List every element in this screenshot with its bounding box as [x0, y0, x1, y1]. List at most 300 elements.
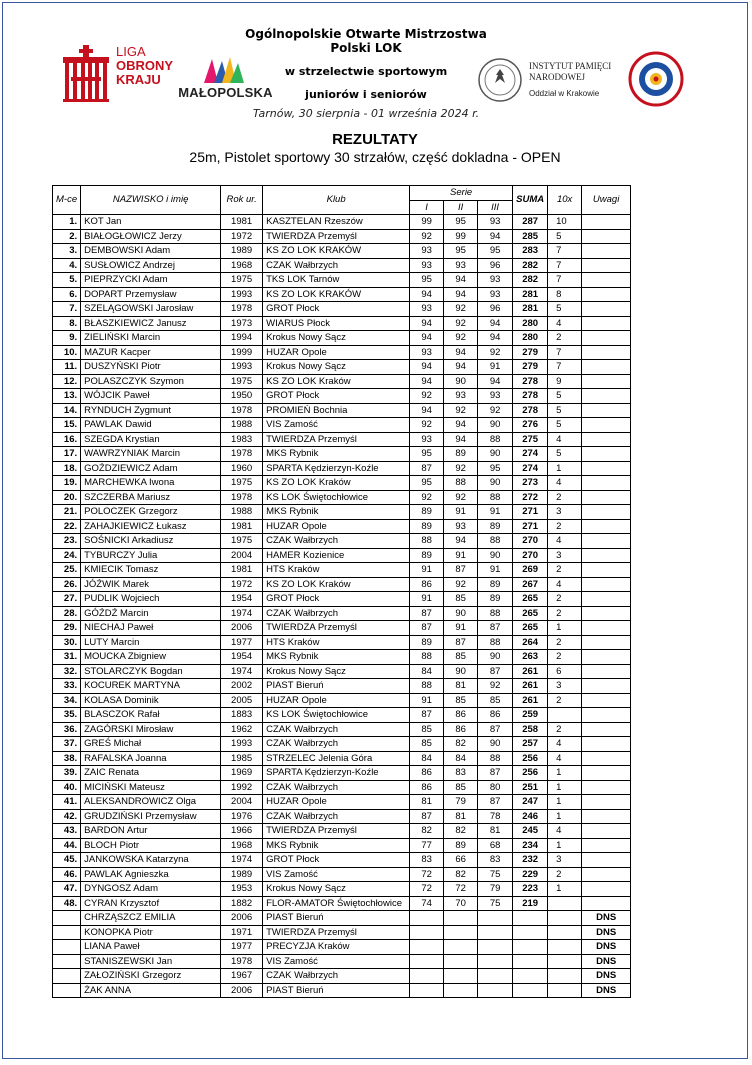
- cell-s2: 87: [444, 563, 478, 578]
- cell-tens: 1: [548, 780, 582, 795]
- cell-sum: 278: [513, 374, 548, 389]
- results-subtitle: 25m, Pistolet sportowy 30 strzałów, część dokladna - OPEN: [189, 149, 561, 165]
- cell-club: MKS Rybnik: [263, 838, 410, 853]
- cell-sum: [513, 911, 548, 926]
- cell-tens: 4: [548, 577, 582, 592]
- cell-sum: 274: [513, 461, 548, 476]
- cell-name: CHRZĄSZCZ EMILIA: [81, 911, 221, 926]
- cell-s3: 91: [478, 563, 513, 578]
- title-line3: juniorów i seniorów: [305, 88, 427, 101]
- cell-place: [53, 925, 81, 940]
- tks-target-icon: [621, 51, 691, 107]
- cell-s2: 94: [444, 360, 478, 375]
- cell-club: PIAST Bieruń: [263, 983, 410, 998]
- cell-note: [582, 664, 631, 679]
- cell-sum: 272: [513, 490, 548, 505]
- results-title: REZULTATY: [332, 131, 418, 148]
- cell-s1: 93: [410, 432, 444, 447]
- cell-club: CZAK Wałbrzych: [263, 258, 410, 273]
- cell-name: KOCUREK MARTYNA: [81, 679, 221, 694]
- cell-note: DNS: [582, 911, 631, 926]
- cell-place: 30.: [53, 635, 81, 650]
- cell-s1: 95: [410, 273, 444, 288]
- cell-s2: 81: [444, 679, 478, 694]
- cell-s1: 86: [410, 577, 444, 592]
- cell-place: 40.: [53, 780, 81, 795]
- cell-name: TYBURCZY Julia: [81, 548, 221, 563]
- cell-year: 1973: [221, 316, 263, 331]
- cell-s1: 92: [410, 418, 444, 433]
- cell-s3: 79: [478, 882, 513, 897]
- cell-s2: 83: [444, 766, 478, 781]
- cell-year: 1953: [221, 882, 263, 897]
- cell-s1: 94: [410, 403, 444, 418]
- cell-sum: 287: [513, 215, 548, 230]
- cell-s3: 88: [478, 635, 513, 650]
- cell-s3: 93: [478, 215, 513, 230]
- cell-year: 1954: [221, 650, 263, 665]
- cell-year: 1968: [221, 258, 263, 273]
- cell-place: 12.: [53, 374, 81, 389]
- cell-s2: 92: [444, 461, 478, 476]
- cell-name: ZIELIŃSKI Marcin: [81, 331, 221, 346]
- cell-note: DNS: [582, 925, 631, 940]
- cell-s2: 85: [444, 650, 478, 665]
- cell-club: PROMIEŃ Bochnia: [263, 403, 410, 418]
- cell-name: ŻAK ANNA: [81, 983, 221, 998]
- cell-s3: 90: [478, 418, 513, 433]
- cell-year: 1954: [221, 592, 263, 607]
- cell-sum: [513, 983, 548, 998]
- cell-sum: 280: [513, 331, 548, 346]
- cell-sum: 279: [513, 360, 548, 375]
- cell-s2: 85: [444, 592, 478, 607]
- cell-s1: 89: [410, 548, 444, 563]
- header: [3, 3, 747, 118]
- cell-s2: 91: [444, 505, 478, 520]
- cell-tens: 7: [548, 345, 582, 360]
- cell-s3: 88: [478, 751, 513, 766]
- cell-club: PIAST Bieruń: [263, 911, 410, 926]
- table-row: [53, 722, 631, 737]
- cell-note: [582, 244, 631, 259]
- cell-place: 6.: [53, 287, 81, 302]
- cell-year: 1969: [221, 766, 263, 781]
- cell-s3: 96: [478, 258, 513, 273]
- cell-year: 1967: [221, 969, 263, 984]
- table-row: [53, 940, 631, 955]
- cell-sum: 280: [513, 316, 548, 331]
- cell-s3: 88: [478, 490, 513, 505]
- cell-tens: 1: [548, 621, 582, 636]
- cell-sum: 282: [513, 273, 548, 288]
- cell-note: [582, 302, 631, 317]
- cell-s3: 83: [478, 853, 513, 868]
- cell-year: 2005: [221, 693, 263, 708]
- cell-club: HUZAR Opole: [263, 345, 410, 360]
- cell-s3: 92: [478, 403, 513, 418]
- cell-s2: 82: [444, 867, 478, 882]
- cell-club: SPARTA Kędzierzyn-Koźle: [263, 461, 410, 476]
- cell-club: VIS Zamość: [263, 418, 410, 433]
- table-row: [53, 505, 631, 520]
- col-year: Rok ur.: [221, 186, 263, 215]
- cell-club: SPARTA Kędzierzyn-Koźle: [263, 766, 410, 781]
- table-row: [53, 302, 631, 317]
- cell-place: 27.: [53, 592, 81, 607]
- col-s1: I: [410, 200, 444, 215]
- cell-place: 26.: [53, 577, 81, 592]
- cell-s3: 91: [478, 360, 513, 375]
- cell-tens: 4: [548, 476, 582, 491]
- cell-tens: 2: [548, 722, 582, 737]
- cell-name: SUSŁOWICZ Andrzej: [81, 258, 221, 273]
- cell-s2: 92: [444, 577, 478, 592]
- cell-place: 36.: [53, 722, 81, 737]
- cell-s1: 87: [410, 621, 444, 636]
- cell-s3: [478, 969, 513, 984]
- table-row: [53, 983, 631, 998]
- cell-note: [582, 577, 631, 592]
- cell-s2: 93: [444, 389, 478, 404]
- cell-year: 2006: [221, 983, 263, 998]
- cell-s1: [410, 940, 444, 955]
- cell-sum: 274: [513, 447, 548, 462]
- cell-tens: 5: [548, 302, 582, 317]
- cell-place: 44.: [53, 838, 81, 853]
- cell-tens: 5: [548, 418, 582, 433]
- cell-note: [582, 548, 631, 563]
- cell-name: DUSZYŃSKI Piotr: [81, 360, 221, 375]
- cell-year: 1978: [221, 490, 263, 505]
- cell-place: 48.: [53, 896, 81, 911]
- cell-s2: 82: [444, 737, 478, 752]
- cell-year: 1989: [221, 244, 263, 259]
- cell-club: GROT Płock: [263, 302, 410, 317]
- cell-club: KS LOK Świętochłowice: [263, 708, 410, 723]
- cell-name: PAWLAK Dawid: [81, 418, 221, 433]
- table-row: [53, 664, 631, 679]
- cell-s3: 87: [478, 766, 513, 781]
- liga-line3: KRAJU: [116, 72, 161, 87]
- cell-s1: 95: [410, 476, 444, 491]
- cell-sum: [513, 954, 548, 969]
- cell-club: HAMER Kozienice: [263, 548, 410, 563]
- cell-club: Krokus Nowy Sącz: [263, 331, 410, 346]
- cell-note: [582, 838, 631, 853]
- cell-s2: [444, 954, 478, 969]
- cell-tens: 2: [548, 635, 582, 650]
- cell-tens: 2: [548, 650, 582, 665]
- cell-club: KS ZO LOK KRAKÓW: [263, 287, 410, 302]
- liga-line2: OBRONY: [116, 58, 174, 73]
- cell-s2: 95: [444, 244, 478, 259]
- table-row: [53, 795, 631, 810]
- cell-s1: [410, 983, 444, 998]
- cell-name: MAZUR Kacper: [81, 345, 221, 360]
- cell-name: DYNGOSZ Adam: [81, 882, 221, 897]
- cell-s1: 91: [410, 563, 444, 578]
- table-row: [53, 838, 631, 853]
- table-row: [53, 490, 631, 505]
- cell-club: KS LOK Świętochłowice: [263, 490, 410, 505]
- cell-s1: 72: [410, 882, 444, 897]
- cell-place: 1.: [53, 215, 81, 230]
- table-row: [53, 606, 631, 621]
- cell-club: TWIERDZA Przemyśl: [263, 621, 410, 636]
- cell-year: 2006: [221, 621, 263, 636]
- cell-club: CZAK Wałbrzych: [263, 722, 410, 737]
- table-row: [53, 766, 631, 781]
- cell-s3: 78: [478, 809, 513, 824]
- cell-s1: 94: [410, 287, 444, 302]
- cell-s1: 87: [410, 708, 444, 723]
- cell-name: ZAIC Renata: [81, 766, 221, 781]
- cell-sum: 270: [513, 548, 548, 563]
- cell-place: 10.: [53, 345, 81, 360]
- cell-year: 1977: [221, 940, 263, 955]
- cell-tens: 2: [548, 490, 582, 505]
- cell-sum: 251: [513, 780, 548, 795]
- cell-s3: 90: [478, 650, 513, 665]
- cell-tens: [548, 969, 582, 984]
- cell-s3: 92: [478, 679, 513, 694]
- cell-place: 31.: [53, 650, 81, 665]
- cell-club: CZAK Wałbrzych: [263, 809, 410, 824]
- malopolska-text: MAŁOPOLSKA: [178, 85, 273, 100]
- table-row: [53, 389, 631, 404]
- cell-s3: 68: [478, 838, 513, 853]
- ipn-line2: NARODOWEJ: [529, 72, 585, 82]
- liga-line1: LIGA: [116, 44, 146, 59]
- cell-s1: 88: [410, 534, 444, 549]
- table-row: [53, 345, 631, 360]
- cell-s1: 92: [410, 389, 444, 404]
- cell-sum: 229: [513, 867, 548, 882]
- cell-sum: 276: [513, 418, 548, 433]
- table-row: [53, 679, 631, 694]
- cell-club: TWIERDZA Przemyśl: [263, 229, 410, 244]
- cell-s1: [410, 911, 444, 926]
- table-row: [53, 461, 631, 476]
- cell-s1: 84: [410, 751, 444, 766]
- table-row: [53, 432, 631, 447]
- cell-year: 1974: [221, 606, 263, 621]
- table-row: [53, 650, 631, 665]
- ipn-line1: INSTYTUT PAMIĘCI: [529, 61, 612, 71]
- cell-s3: 96: [478, 302, 513, 317]
- cell-year: 2006: [221, 911, 263, 926]
- cell-tens: [548, 708, 582, 723]
- cell-note: [582, 215, 631, 230]
- cell-name: NIECHAJ Paweł: [81, 621, 221, 636]
- cell-name: LUTY Marcin: [81, 635, 221, 650]
- cell-note: [582, 867, 631, 882]
- cell-note: [582, 418, 631, 433]
- cell-note: [582, 345, 631, 360]
- cell-note: [582, 519, 631, 534]
- cell-s3: [478, 983, 513, 998]
- cell-s2: [444, 983, 478, 998]
- cell-sum: 271: [513, 519, 548, 534]
- cell-s3: 94: [478, 331, 513, 346]
- cell-tens: [548, 911, 582, 926]
- cell-year: 1975: [221, 476, 263, 491]
- cell-s1: 92: [410, 229, 444, 244]
- cell-year: 1974: [221, 664, 263, 679]
- cell-s1: 93: [410, 302, 444, 317]
- cell-sum: 265: [513, 592, 548, 607]
- cell-place: 4.: [53, 258, 81, 273]
- cell-note: [582, 360, 631, 375]
- results-table: [52, 185, 631, 998]
- table-row: [53, 853, 631, 868]
- cell-s1: 85: [410, 722, 444, 737]
- cell-s1: 87: [410, 809, 444, 824]
- cell-club: CZAK Wałbrzych: [263, 780, 410, 795]
- cell-tens: 1: [548, 838, 582, 853]
- cell-sum: 247: [513, 795, 548, 810]
- cell-s3: 91: [478, 505, 513, 520]
- cell-s2: 90: [444, 664, 478, 679]
- cell-club: GROT Płock: [263, 389, 410, 404]
- cell-s2: 94: [444, 534, 478, 549]
- cell-tens: 3: [548, 548, 582, 563]
- cell-tens: 2: [548, 331, 582, 346]
- cell-club: Krokus Nowy Sącz: [263, 360, 410, 375]
- cell-club: VIS Zamość: [263, 954, 410, 969]
- table-row: [53, 287, 631, 302]
- cell-sum: 223: [513, 882, 548, 897]
- cell-note: [582, 780, 631, 795]
- cell-sum: 259: [513, 708, 548, 723]
- col-club: Klub: [263, 186, 410, 215]
- cell-sum: 256: [513, 766, 548, 781]
- cell-note: [582, 621, 631, 636]
- cell-note: [582, 534, 631, 549]
- cell-name: MICIŃSKI Mateusz: [81, 780, 221, 795]
- cell-s1: 99: [410, 215, 444, 230]
- cell-club: MKS Rybnik: [263, 447, 410, 462]
- cell-sum: 245: [513, 824, 548, 839]
- cell-sum: 232: [513, 853, 548, 868]
- cell-note: [582, 389, 631, 404]
- cell-name: STOLARCZYK Bogdan: [81, 664, 221, 679]
- cell-s2: 94: [444, 287, 478, 302]
- cell-year: 1882: [221, 896, 263, 911]
- cell-year: 1962: [221, 722, 263, 737]
- cell-note: [582, 331, 631, 346]
- cell-tens: 3: [548, 505, 582, 520]
- cell-name: BLASCZOK Rafał: [81, 708, 221, 723]
- cell-year: 1972: [221, 229, 263, 244]
- cell-note: [582, 287, 631, 302]
- table-row: [53, 360, 631, 375]
- cell-sum: 264: [513, 635, 548, 650]
- table-row: [53, 244, 631, 259]
- cell-note: [582, 229, 631, 244]
- cell-sum: 261: [513, 664, 548, 679]
- table-row: [53, 592, 631, 607]
- cell-club: WIARUS Płock: [263, 316, 410, 331]
- cell-sum: 269: [513, 563, 548, 578]
- cell-sum: 267: [513, 577, 548, 592]
- cell-sum: 257: [513, 737, 548, 752]
- cell-place: 25.: [53, 563, 81, 578]
- cell-s1: 91: [410, 592, 444, 607]
- cell-s3: 86: [478, 708, 513, 723]
- cell-place: 39.: [53, 766, 81, 781]
- cell-tens: 7: [548, 360, 582, 375]
- cell-s3: 85: [478, 693, 513, 708]
- cell-year: 1994: [221, 331, 263, 346]
- cell-sum: 275: [513, 432, 548, 447]
- cell-club: VIS Zamość: [263, 867, 410, 882]
- cell-name: KOLASA Dominik: [81, 693, 221, 708]
- cell-s1: 92: [410, 490, 444, 505]
- cell-sum: [513, 925, 548, 940]
- cell-note: [582, 505, 631, 520]
- cell-name: GRUDZIŃSKI Przemysław: [81, 809, 221, 824]
- cell-sum: [513, 940, 548, 955]
- cell-place: [53, 940, 81, 955]
- cell-year: 1993: [221, 360, 263, 375]
- table-row: [53, 258, 631, 273]
- cell-name: ZAŁOZIŃSKI Grzegorz: [81, 969, 221, 984]
- cell-club: KS ZO LOK Kraków: [263, 577, 410, 592]
- table-row: [53, 925, 631, 940]
- cell-s1: 86: [410, 766, 444, 781]
- cell-s3: 89: [478, 519, 513, 534]
- table-row: [53, 969, 631, 984]
- cell-s1: 94: [410, 374, 444, 389]
- cell-s1: 87: [410, 606, 444, 621]
- cell-s2: 88: [444, 476, 478, 491]
- cell-note: [582, 795, 631, 810]
- table-row: [53, 519, 631, 534]
- cell-s1: 94: [410, 331, 444, 346]
- cell-club: CZAK Wałbrzych: [263, 969, 410, 984]
- table-row: [53, 824, 631, 839]
- cell-year: 1968: [221, 838, 263, 853]
- cell-s1: 89: [410, 519, 444, 534]
- cell-tens: 3: [548, 853, 582, 868]
- cell-tens: 1: [548, 766, 582, 781]
- cell-s2: 92: [444, 403, 478, 418]
- cell-sum: 273: [513, 476, 548, 491]
- cell-year: 1966: [221, 824, 263, 839]
- cell-tens: 7: [548, 258, 582, 273]
- cell-club: MKS Rybnik: [263, 650, 410, 665]
- cell-s3: 88: [478, 534, 513, 549]
- cell-tens: 2: [548, 592, 582, 607]
- cell-place: 21.: [53, 505, 81, 520]
- cell-s2: [444, 925, 478, 940]
- event-title: [231, 27, 501, 120]
- cell-name: KONOPKA Piotr: [81, 925, 221, 940]
- cell-note: DNS: [582, 983, 631, 998]
- cell-s2: 94: [444, 418, 478, 433]
- cell-s1: 93: [410, 258, 444, 273]
- cell-place: 34.: [53, 693, 81, 708]
- cell-place: 11.: [53, 360, 81, 375]
- cell-year: 1972: [221, 577, 263, 592]
- cell-sum: [513, 969, 548, 984]
- cell-s3: 94: [478, 316, 513, 331]
- table-row: [53, 737, 631, 752]
- cell-note: [582, 592, 631, 607]
- cell-name: PUDLIK Wojciech: [81, 592, 221, 607]
